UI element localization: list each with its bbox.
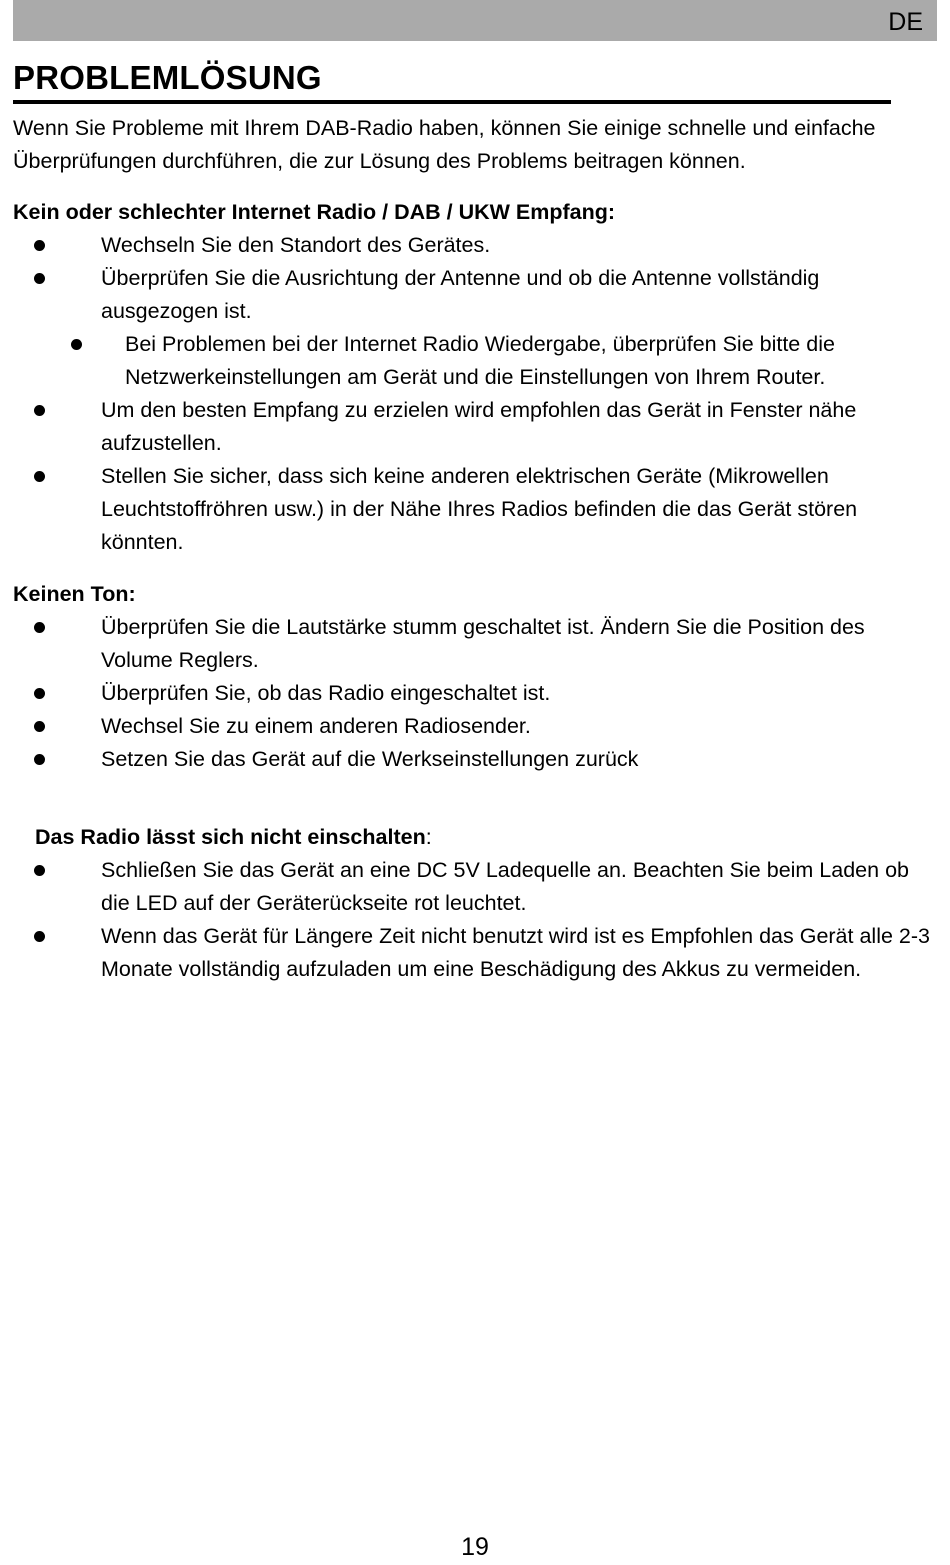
page-number: 19 <box>461 1533 489 1561</box>
list-item-text: Bei Problemen bei der Internet Radio Wiedergabe, überprüfen Sie bitte die Netzwerkeinstellungen am Gerät und die Einstellungen von Ihrem Router. <box>125 332 835 389</box>
list-item-text: Überprüfen Sie, ob das Radio eingeschaltet ist. <box>101 681 551 705</box>
bullet-icon <box>34 721 45 732</box>
list-item <box>13 854 938 920</box>
list-item <box>13 328 938 394</box>
list-item-text: Stellen Sie sicher, dass sich keine anderen elektrischen Geräte (Mikrowellen Leuchtstoffröhren usw.) in der Nähe Ihres Radios befinden die das Gerät stören könnten. <box>101 464 858 554</box>
bullet-icon <box>34 622 45 633</box>
list-item-text: Um den besten Empfang zu erzielen wird empfohlen das Gerät in Fenster nähe aufzustellen. <box>101 398 857 455</box>
bullet-icon <box>34 754 45 765</box>
list-item <box>13 743 938 776</box>
language-tag: DE <box>888 8 923 36</box>
bullet-icon <box>71 339 82 350</box>
page-title: PROBLEMLÖSUNG <box>13 56 891 104</box>
list-item <box>13 611 938 677</box>
list-item-text: Wechseln Sie den Standort des Gerätes. <box>101 233 491 257</box>
bullet-icon <box>34 865 45 876</box>
intro-paragraph: Wenn Sie Probleme mit Ihrem DAB-Radio haben, können Sie einige schnelle und einfache Überprüfungen durchführen, die zur Lösung des Problems beitragen können. <box>13 116 876 173</box>
section-heading-reception: Kein oder schlechter Internet Radio / DAB / UKW Empfang: <box>13 200 616 224</box>
list-item-text: Überprüfen Sie die Ausrichtung der Antenne und ob die Antenne vollständig ausgezogen ist. <box>101 266 820 323</box>
bullet-icon <box>34 273 45 284</box>
section-heading-power-suffix: : <box>425 825 432 849</box>
list-item <box>13 262 938 328</box>
section-heading-power-text: Das Radio lässt sich nicht einschalten <box>35 825 426 849</box>
list-item <box>13 677 938 710</box>
header-bar <box>13 0 937 41</box>
list-item-text: Schließen Sie das Gerät an eine DC 5V Ladequelle an. Beachten Sie beim Laden ob die LED auf der Geräterückseite rot leuchtet. <box>101 858 909 915</box>
list-item <box>13 920 938 986</box>
list-item-text: Überprüfen Sie die Lautstärke stumm geschaltet ist. Ändern Sie die Position des Volume Reglers. <box>101 615 865 672</box>
reception-list <box>13 229 938 559</box>
power-list <box>13 854 938 986</box>
list-item <box>13 460 938 559</box>
bullet-icon <box>34 688 45 699</box>
list-item <box>13 710 938 743</box>
no-sound-list <box>13 611 938 776</box>
list-item-text: Wechsel Sie zu einem anderen Radiosender. <box>101 714 531 738</box>
main-content <box>13 112 938 986</box>
bullet-icon <box>34 931 45 942</box>
bullet-icon <box>34 405 45 416</box>
section-heading-no-sound: Keinen Ton: <box>13 582 136 606</box>
list-item-text: Setzen Sie das Gerät auf die Werkseinstellungen zurück <box>101 747 639 771</box>
section-heading-power <box>13 821 938 854</box>
bullet-icon <box>34 471 45 482</box>
list-item <box>13 229 938 262</box>
list-item-text: Wenn das Gerät für Längere Zeit nicht benutzt wird ist es Empfohlen das Gerät alle 2-3 Monate vollständig aufzuladen um eine Beschädigung des Akkus zu vermeiden. <box>101 924 930 981</box>
list-item <box>13 394 938 460</box>
bullet-icon <box>34 240 45 251</box>
